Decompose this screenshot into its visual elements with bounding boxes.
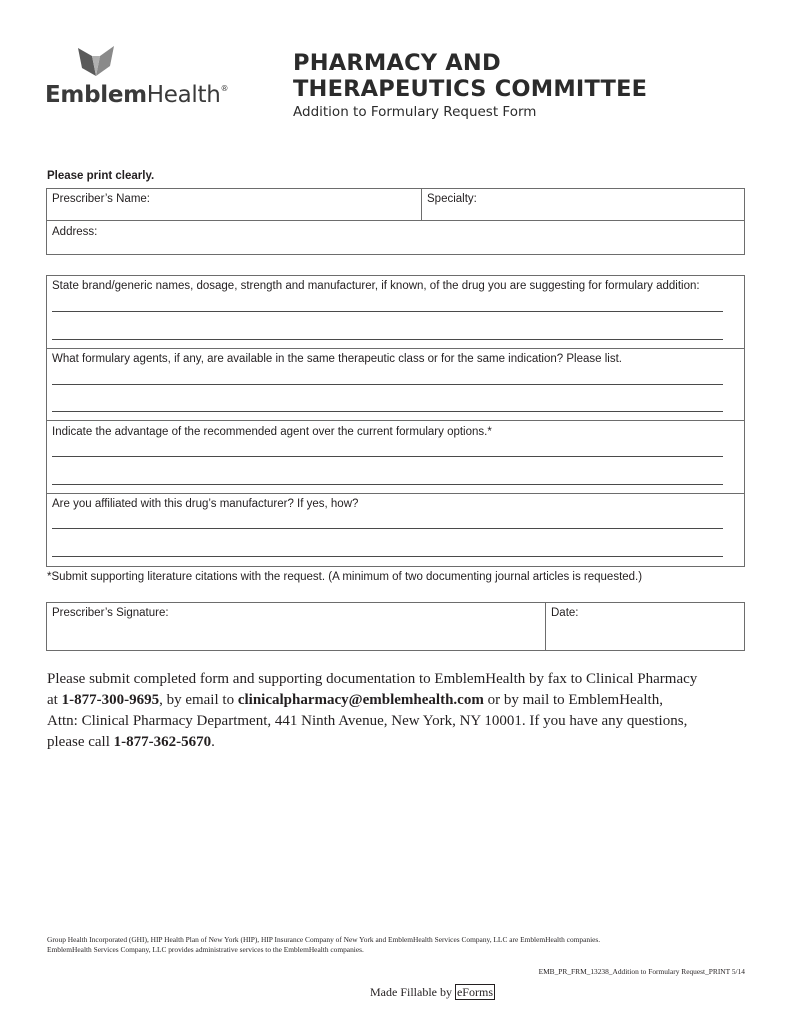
formulary-agents-answer[interactable] — [52, 369, 723, 415]
submit-line-2 — [47, 690, 747, 711]
brand-name-bold: Emblem — [45, 82, 147, 108]
signature-label: Prescriber’s Signature: — [52, 607, 169, 619]
answer-line — [52, 456, 723, 457]
question-drug-names: State brand/generic names, dosage, strength and manufacturer, if known, of the drug you are suggesting for formulary addition: — [52, 280, 700, 292]
divider — [46, 493, 745, 494]
brand-logo — [45, 82, 228, 108]
answer-line — [52, 484, 723, 485]
page-title — [293, 50, 647, 102]
submit-at: at — [47, 692, 62, 708]
drug-names-answer[interactable] — [52, 296, 723, 342]
companies-line-2: EmblemHealth Services Company, LLC provides administrative services to the EmblemHealth companies. — [47, 945, 364, 954]
divider — [46, 220, 745, 221]
address-label: Address: — [52, 226, 98, 238]
submit-by-email: , by email to — [159, 692, 238, 708]
advantage-answer[interactable] — [52, 441, 723, 487]
divider — [46, 348, 745, 349]
submit-line-3: Attn: Clinical Pharmacy Department, 441 Ninth Avenue, New York, NY 10001. If you have any questions, — [47, 713, 688, 729]
page-subtitle: Addition to Formulary Request Form — [293, 104, 537, 120]
question-advantage: Indicate the advantage of the recommended agent over the current formulary options.* — [52, 426, 492, 438]
phone-number: 1-877-362-5670 — [113, 734, 212, 750]
print-clearly-instruction: Please print clearly. — [47, 170, 155, 182]
answer-line — [52, 311, 723, 312]
title-line-1: PHARMACY AND — [293, 50, 501, 76]
submit-by-mail: or by mail to EmblemHealth, — [483, 692, 663, 708]
registered-mark: ® — [220, 84, 229, 93]
affiliation-answer[interactable] — [52, 514, 723, 560]
literature-note: *Submit supporting literature citations with the request. (A minimum of two documenting journal articles is requested.) — [47, 571, 643, 583]
answer-line — [52, 528, 723, 529]
submit-line-4 — [47, 732, 747, 753]
form-identifier: EMB_PR_FRM_13238_Addition to Formulary Request_PRINT 5/14 — [538, 967, 745, 976]
title-line-2: THERAPEUTICS COMMITTEE — [293, 76, 648, 102]
made-fillable-text: Made Fillable by — [370, 985, 455, 999]
period: . — [211, 734, 215, 750]
prescriber-name-field[interactable] — [155, 192, 417, 216]
address-field[interactable] — [102, 225, 740, 251]
question-formulary-agents: What formulary agents, if any, are available in the same therapeutic class or for the same indication? Please list. — [52, 353, 622, 365]
emblem-shield-icon — [78, 46, 114, 80]
date-field[interactable] — [551, 622, 741, 646]
date-label: Date: — [551, 607, 579, 619]
prescriber-name-label: Prescriber’s Name: — [52, 193, 150, 205]
answer-line — [52, 384, 723, 385]
brand-name-light: Health — [146, 82, 221, 108]
please-call: please call — [47, 734, 114, 750]
eforms-link[interactable]: eForms — [456, 985, 493, 999]
specialty-label: Specialty: — [427, 193, 477, 205]
answer-line — [52, 556, 723, 557]
specialty-field[interactable] — [483, 192, 741, 216]
divider — [46, 420, 745, 421]
fax-number: 1-877-300-9695 — [61, 692, 160, 708]
email-address[interactable]: clinicalpharmacy@emblemhealth.com — [237, 692, 484, 708]
submission-instructions — [47, 669, 747, 753]
companies-line-1: Group Health Incorporated (GHI), HIP Health Plan of New York (HIP), HIP Insurance Company of New York and EmblemHealth Services Company, LLC are EmblemHealth companies. — [47, 935, 601, 944]
submit-line-1: Please submit completed form and supporting documentation to EmblemHealth by fax to Clinical Pharmacy — [47, 671, 698, 687]
divider — [421, 188, 422, 220]
signature-field[interactable] — [52, 622, 540, 646]
answer-line — [52, 411, 723, 412]
question-affiliation: Are you affiliated with this drug’s manufacturer? If yes, how? — [52, 498, 359, 510]
companies-disclaimer — [47, 935, 747, 955]
answer-line — [52, 339, 723, 340]
divider — [545, 602, 546, 651]
made-fillable-credit — [370, 985, 495, 1000]
